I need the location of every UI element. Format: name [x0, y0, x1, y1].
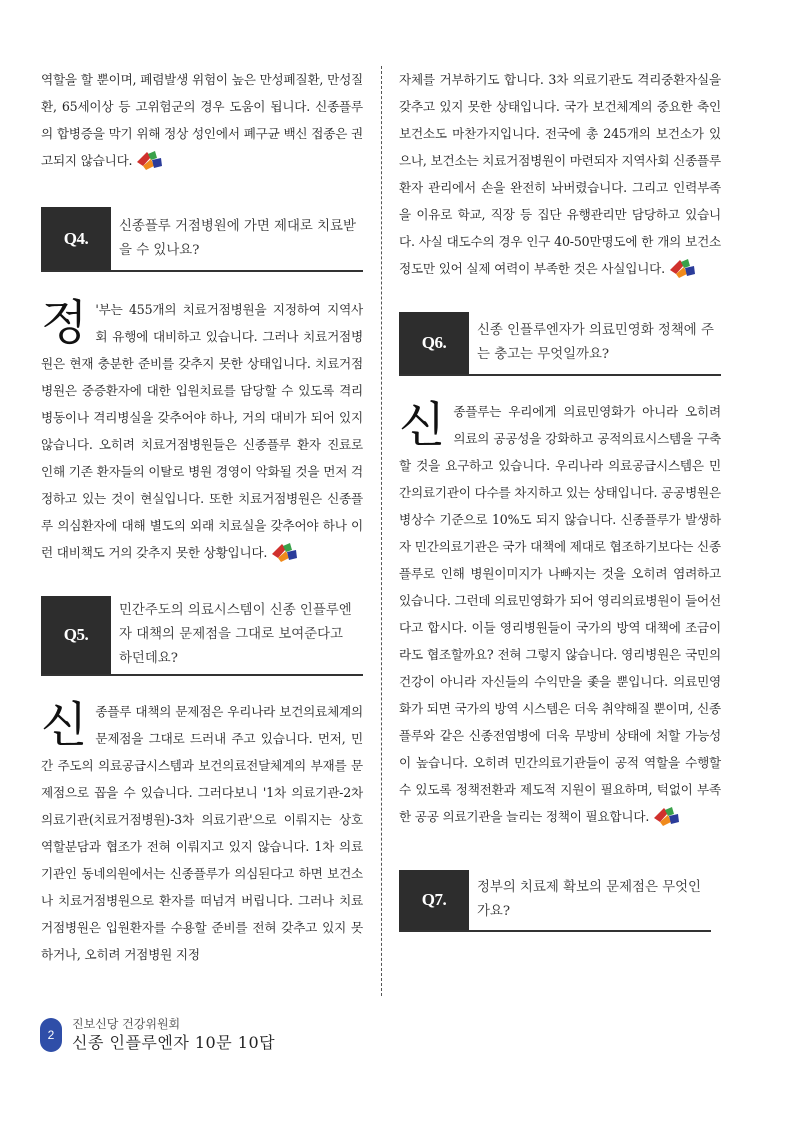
paragraph-text: '부는 455개의 치료거점병원을 지정하여 지역사회 유행에 대비하고 있습니다. 그러나 치료거점병원은 현재 충분한 준비를 갖추지 못한 상태입니다. 치료거점병원은 중증환자에 대한 입원치료를 담당할 수 있도록 격리병동이나 격리병실을 갖추어야 하나, 거의 대비가 되어 있지 않습니다. 오히려 치료거점병원들은 신종플루 환자 진료로 인해 기존 환자들의 이탈로 병원 경영이 악화될 것을 먼저 걱정하고 있는 것이 현실입니다. 또한 치료거점병원은 신종플루 의심환자에 대해 별도의 외래 치료실을 갖추어야 하나 이런 대비책도 거의 갖추지 못한 상황입니다.: [41, 302, 363, 560]
footer-org: 진보신당 건강위원회: [72, 1017, 181, 1031]
party-logo-icon: [665, 261, 697, 276]
left-column: [41, 66, 363, 968]
paragraph: [399, 398, 721, 830]
question-box-q7: [399, 870, 711, 932]
answer-q5: [41, 698, 363, 968]
party-logo-icon: [649, 809, 681, 824]
page-footer: [40, 1016, 275, 1054]
drop-cap: 정: [41, 295, 88, 351]
paragraph: [41, 698, 363, 968]
footer-title: 신종 인플루엔자 10문 10답: [72, 1033, 276, 1052]
drop-cap: 신: [399, 397, 446, 453]
drop-cap: 신: [41, 697, 88, 753]
paragraph-text: 종플루는 우리에게 의료민영화가 아니라 오히려 의료의 공공성을 강화하고 공적의료시스템을 구축할 것을 요구하고 있습니다. 우리나라 의료공급시스템은 민간의료기관이 다수를 차지하고 있는 상태입니다. 공공병원은 병상수 기준으로 10%도 되지 않습니다. 신종플루가 발생하자 민간의료기관은 국가 대책에 제대로 협조하기보다는 신종플루로 인해 병원이미지가 나빠지는 것을 오히려 염려하고 있습니다. 그런데 의료민영화가 되어 영리의료병원이 들어선다고 합시다. 이들 영리병원들이 국가의 방역 대책에 조금이라도 협조할까요? 전혀 그렇지 않습니다. 영리병원은 국민의 건강이 아니라 자신들의 수익만을 좇을 뿐입니다. 의료민영화가 되면 국가의 방역 시스템은 더욱 취약해질 뿐이며, 신종플루와 같은 신종전염병에 더욱 무방비 상태에 처할 가능성이 높습니다. 오히려 민간의료기관들이 공적 역할을 수행할 수 있도록 정책전환과 제도적 지원이 필요하며, 턱없이 부족한 공공 의료기관을 늘리는 정책이 필요합니다.: [399, 404, 721, 824]
paragraph: [41, 66, 363, 174]
question-number: Q7.: [399, 870, 469, 930]
question-number: Q4.: [41, 207, 111, 270]
question-text: 신종플루 거점병원에 가면 제대로 치료받을 수 있나요?: [119, 218, 356, 258]
question-text: 민간주도의 의료시스템이 신종 인플루엔자 대책의 문제점을 그대로 보여준다고 하던데요?: [119, 603, 352, 666]
question-box-q5: [41, 596, 363, 676]
right-column: [399, 66, 721, 932]
question-box-q6: [399, 312, 721, 376]
column-divider: [381, 66, 382, 996]
party-logo-icon: [267, 545, 299, 560]
answer-q4: [41, 296, 363, 566]
paragraph-text: 역할을 할 뿐이며, 폐렴발생 위험이 높은 만성폐질환, 만성질환, 65세이상 등 고위험군의 경우 도움이 됩니다. 신종플루의 합병증을 막기 위해 정상 성인에서 폐구균 백신 접종은 권고되지 않습니다.: [41, 72, 363, 168]
party-logo-icon: [132, 153, 164, 168]
question-number: Q6.: [399, 312, 469, 374]
paragraph-text: 종플루 대책의 문제점은 우리나라 보건의료체계의 문제점을 그대로 드러내 주고 있습니다. 먼저, 민간 주도의 의료공급시스템과 보건의료전달체계의 부재를 문제점으로 꼽을 수 있습니다. 그러다보니 '1차 의료기관-2차 의료기관(치료거점병원)-3차 의료기관'으로 이뤄지는 상호 역할분담과 협조가 전혀 이뤄지고 있지 않습니다. 1차 의료기관인 동네의원에서는 신종플루가 의심된다고 하면 보건소나 치료거점병원으로 환자를 떠넘겨 버립니다. 그러나 치료거점병원은 입원환자를 수용할 준비를 전혀 갖추고 있지 못하거나, 오히려 거점병원 지정: [41, 704, 363, 962]
page-number-badge: 2: [40, 1018, 62, 1052]
question-box-q4: [41, 207, 363, 272]
question-text: 정부의 치료제 확보의 문제점은 무엇인가요?: [477, 880, 701, 919]
paragraph-text: 자체를 거부하기도 합니다. 3차 의료기관도 격리중환자실을 갖추고 있지 못한 상태입니다. 국가 보건체계의 중요한 축인 보건소도 마찬가지입니다. 전국에 총 245개의 보건소가 있으나, 보건소는 치료거점병원이 마련되자 지역사회 신종플루 환자 관리에서 손을 완전히 놔버렸습니다. 그리고 인력부족을 이유로 학교, 직장 등 집단 유행관리만 담당하고 있습니다. 사실 대도수의 경우 인구 40-50만명도에 한 개의 보건소 정도만 있어 실제 여력이 부족한 것은 사실입니다.: [399, 72, 721, 276]
answer-q6: [399, 398, 721, 830]
question-text: 신종 인플루엔자가 의료민영화 정책에 주는 충고는 무엇일까요?: [477, 323, 714, 362]
paragraph: [399, 66, 721, 282]
question-number: Q5.: [41, 596, 111, 674]
paragraph: [41, 296, 363, 566]
